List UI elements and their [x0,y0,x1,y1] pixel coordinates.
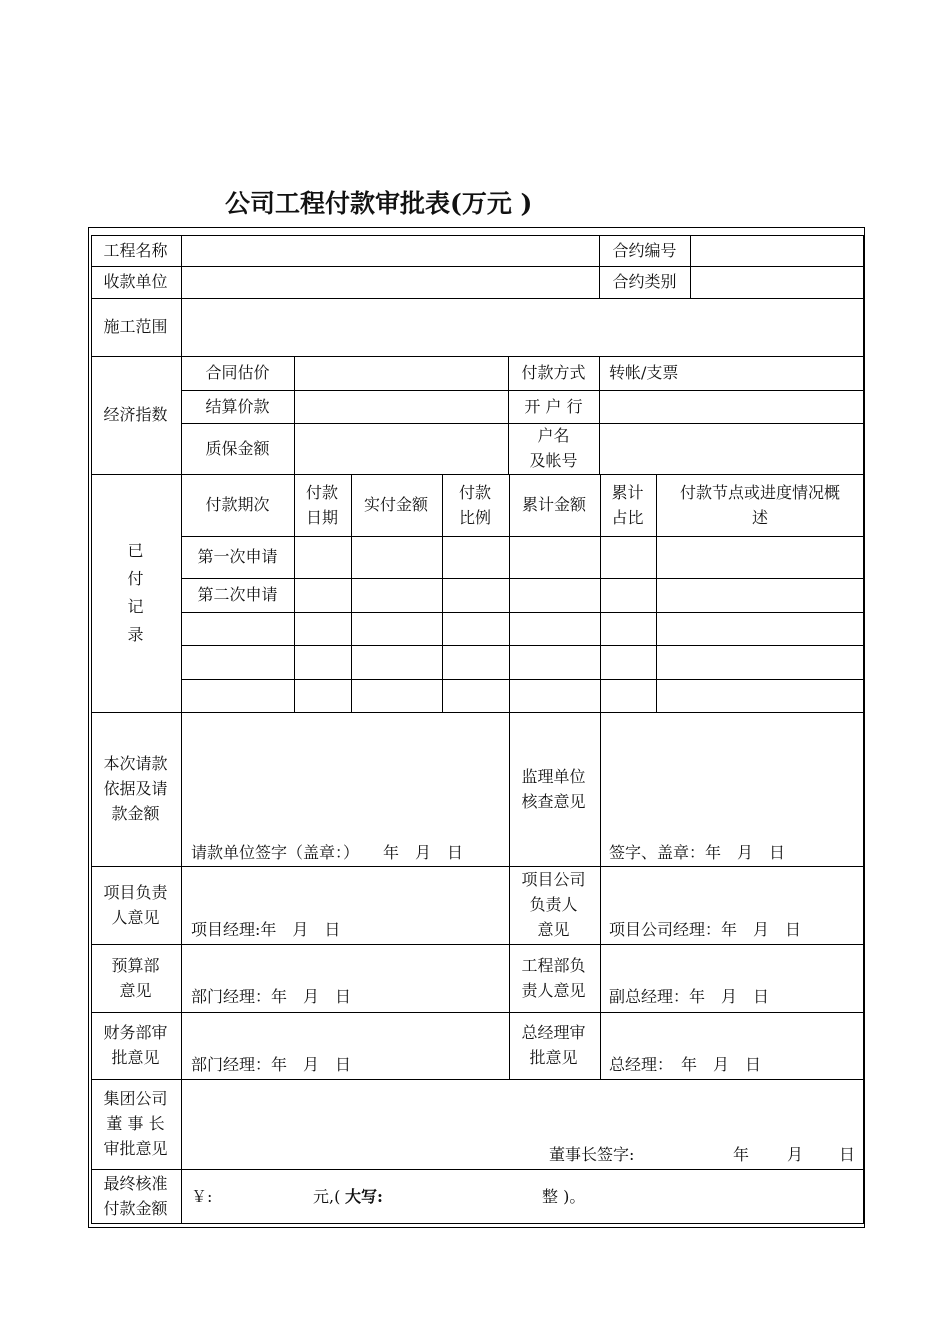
finance-sign: 部门经理：年 月 日 [191,1055,352,1074]
eng-label: 工程部负 责人意见 [521,955,586,1000]
row-line [91,1223,864,1224]
settlement-price-label: 结算价款 [205,396,270,416]
account-label: 户名 及帐号 [529,426,578,470]
row-line [91,266,864,267]
eng-sign: 副总经理：年 月 日 [609,987,770,1006]
row-line [181,679,864,680]
pm-label: 项目负责 人意见 [103,882,168,927]
request-label: 本次请款 依据及请 款金额 [103,754,168,823]
company-sign: 项目公司经理：年 月 日 [609,920,802,939]
pm-sign: 项目经理:年 月 日 [191,920,341,939]
col-line [600,712,601,1079]
paid-record-label: 已 付 记 录 [127,540,144,644]
supervisor-label: 监理单位 核查意见 [521,766,586,811]
row-line [91,298,864,299]
paid-row-second: 第二次申请 [197,585,278,604]
contract-no-label: 合约编号 [612,241,677,260]
request-sign: 请款单位签字（盖章：） 年 月 日 [191,843,464,862]
header-ratio: 付款 比例 [458,482,491,527]
payment-method-label: 付款方式 [521,363,586,382]
payee-label: 收款单位 [103,272,168,291]
finance-label: 财务部审 批意见 [103,1023,168,1067]
project-name-label: 工程名称 [103,241,168,260]
chairman-year: 年 [733,1145,750,1164]
warranty-amount-label: 质保金额 [205,438,270,458]
row-line [91,235,864,236]
row-line [91,944,864,945]
budget-label: 预算部 意见 [111,955,160,1000]
supervisor-sign: 签字、盖章：年 月 日 [609,843,786,862]
budget-sign: 部门经理：年 月 日 [191,987,352,1006]
gm-sign: 总经理： 年 月 日 [609,1055,762,1074]
row-line [91,1079,864,1080]
final-yuan: 元,( [313,1187,341,1206]
final-end: 整 )。 [542,1187,586,1206]
row-line [91,1012,864,1013]
col-line [599,356,600,474]
col-line [690,235,691,298]
row-line [91,866,864,867]
row-line [91,712,864,713]
final-yen: ￥: [191,1187,213,1206]
col-line [863,235,864,1224]
paid-row-first: 第一次申请 [197,547,278,566]
row-line [181,645,864,646]
company-label: 项目公司 负责人 意见 [521,870,586,939]
header-cum-ratio: 累计 占比 [611,482,644,527]
header-actual: 实付金额 [363,495,428,514]
contract-estimate-label: 合同估价 [205,363,270,382]
chairman-day: 日 [839,1145,856,1164]
final-capital: 大写: [345,1187,383,1206]
chairman-month: 月 [787,1145,804,1164]
header-node: 付款节点或进度情况概 述 [679,482,840,527]
contract-type-label: 合约类别 [612,272,677,291]
row-line [181,612,864,613]
gm-label: 总经理审 批意见 [521,1023,586,1067]
row-line [91,1169,864,1170]
chairman-label: 集团公司 董 事 长 审批意见 [103,1089,168,1158]
bank-label: 开 户 行 [524,396,583,416]
final-label: 最终核准 付款金额 [103,1174,168,1218]
chairman-sign: 董事长签字: [549,1145,635,1164]
page-title: 公司工程付款审批表(万元 ) [225,189,533,218]
payment-method-value: 转帐/支票 [609,363,679,382]
header-period: 付款期次 [205,495,270,514]
header-cumulative: 累计金额 [521,495,586,514]
header-date: 付款 日期 [305,482,338,527]
scope-label: 施工范围 [103,317,168,336]
econ-label: 经济指数 [103,405,168,424]
